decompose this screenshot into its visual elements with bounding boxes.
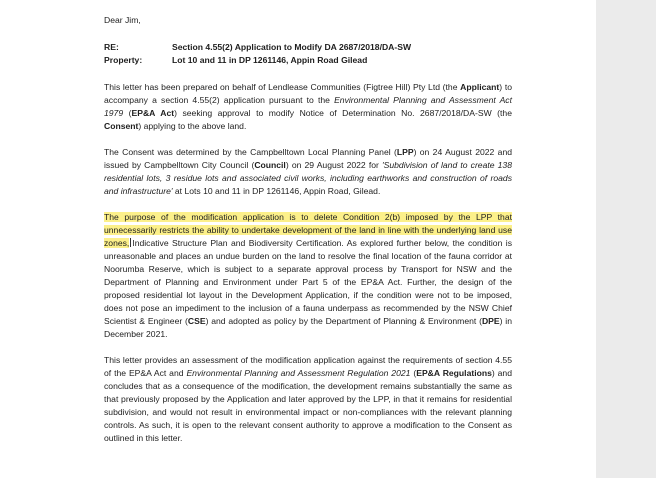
para1-text-3: ( (123, 108, 132, 118)
para2-text-3: ) on 29 August 2022 for (285, 160, 382, 170)
re-row (104, 41, 512, 54)
subject-block (104, 41, 512, 67)
para1-text-2: ) to accompany a section 4.55(2) application pursuant to the (104, 82, 512, 105)
letter-body (104, 14, 512, 458)
para1-applicant: Applicant (460, 82, 500, 92)
highlighted-text[interactable]: The purpose of the modification application is to delete Condition 2(b) imposed by the LPP that unnecessarily restricts the ability to undertake development of the land in line with the underlying land use zones, (104, 212, 512, 248)
property-text: Lot 10 and 11 in DP 1261146, Appin Road Gilead (172, 55, 368, 65)
para4-text-1: This letter provides an assessment of the modification application against the requirements of section 4.55 of the EP&A Act and (104, 355, 512, 378)
re-label: RE: (104, 42, 119, 52)
para3-text-1: Indicative Structure Plan and Biodiversity Certification. As explored further below, the condition is unreasonable and places an undue burden on the land to resolve the final location of the fauna corridor at Noorumba Reserve, which is subject to a separate approval process by Transport for NSW and the Department of Planning and Environment under Part 5 of the EP&A Act. Further, the design of the proposed residential lot layout in the Development Application, if the condition were not to be imposed, does not pose an impediment to the inclusion of a fauna underpass as recommended by the NSW Chief Scientist & Engineer ( (104, 238, 512, 326)
paragraph-4 (104, 354, 512, 445)
para4-epa-regulations: EP&A Regulations (416, 368, 492, 378)
para1-text-1: This letter has been prepared on behalf of Lendlease Communities (Figtree Hill) Pty Ltd (the (104, 82, 461, 92)
paragraph-2 (104, 146, 512, 198)
para3-dpe: DPE (481, 316, 500, 326)
para1-text-5: ) applying to the above land. (138, 121, 247, 131)
property-label: Property: (104, 55, 143, 65)
para4-text-3: ) and concludes that as a consequence of the modification, the development remains substantially the same as that previously proposed by the Application and later approved by the LPP, in that it remains for residential subdivision, and would not result in environmental impact or non-compliances with the relevant planning controls. As such, it is open to the relevant consent authority to approve a modification to the Consent as outlined in this letter. (104, 368, 512, 443)
para2-lpp: LPP (396, 147, 414, 157)
para1-act-title: Environmental Planning and Assessment Act 1979 (104, 95, 512, 118)
para2-text-1: The Consent was determined by the Campbelltown Local Planning Panel ( (104, 147, 397, 157)
property-row (104, 54, 512, 67)
para3-cse: CSE (187, 316, 206, 326)
para3-text-2: ) and adopted as policy by the Department of Planning & Environment ( (205, 316, 482, 326)
para1-text-4: ) seeking approval to modify Notice of Determination No. 2687/2018/DA-SW (the (174, 108, 512, 118)
para3-text-3: ) in December 2021. (104, 316, 512, 339)
para2-description: 'Subdivision of land to create 138 residential lots, 3 residue lots and associated civil works, including earthworks and construction of roads and infrastructure' (104, 160, 512, 196)
paragraph-1 (104, 81, 512, 133)
para2-text-4: at Lots 10 and 11 in DP 1261146, Appin Road, Gilead. (172, 186, 381, 196)
para2-text-2: ) on 24 August 2022 and issued by Campbelltown City Council ( (104, 147, 512, 170)
para1-epa-act: EP&A Act (131, 108, 175, 118)
salutation: Dear Jim, (104, 15, 141, 25)
paragraph-3 (104, 211, 512, 341)
para1-consent: Consent (104, 121, 139, 131)
para4-regulation-title: Environmental Planning and Assessment Regulation 2021 (186, 368, 411, 378)
para4-text-2: ( (410, 368, 417, 378)
re-text: Section 4.55(2) Application to Modify DA 2687/2018/DA-SW (172, 42, 412, 52)
viewer-gutter (596, 0, 656, 478)
para2-council: Council (254, 160, 286, 170)
